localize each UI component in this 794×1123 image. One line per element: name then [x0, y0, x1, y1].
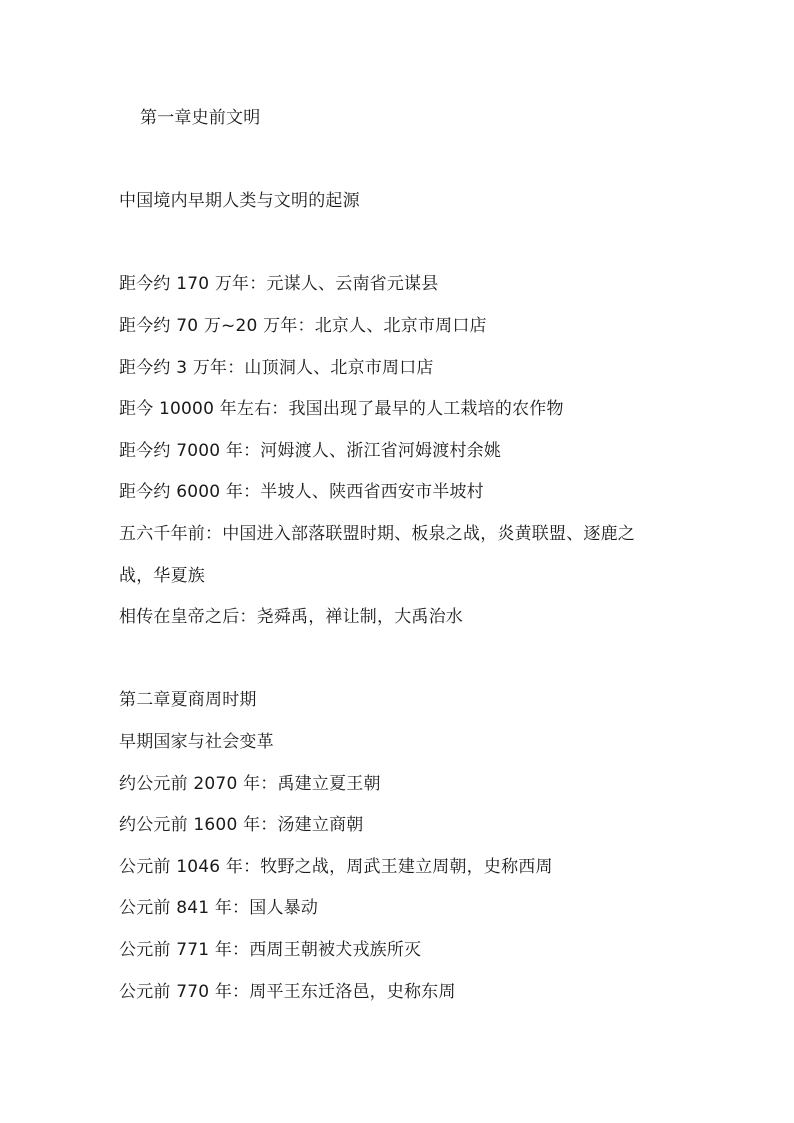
timeline-entry: 距今约 3 万年：山顶洞人、北京市周口店: [119, 358, 434, 378]
timeline-entry: 公元前 841 年：国人暴动: [119, 898, 319, 918]
timeline-entry: 相传在皇帝之后：尧舜禹，禅让制，大禹治水: [119, 607, 463, 627]
timeline-entry: 公元前 771 年：西周王朝被犬戎族所灭: [119, 940, 422, 960]
timeline-entry: 距今约 70 万~20 万年：北京人、北京市周口店: [119, 316, 487, 336]
timeline-entry: 五六千年前：中国进入部落联盟时期、板泉之战，炎黄联盟、逐鹿之: [119, 524, 635, 544]
timeline-entry: 距今 10000 年左右：我国出现了最早的人工栽培的农作物: [119, 399, 564, 419]
timeline-entry: 距今约 6000 年：半坡人、陕西省西安市半坡村: [119, 482, 484, 502]
timeline-entry: 公元前 770 年：周平王东迁洛邑，史称东周: [119, 982, 456, 1002]
section-2-heading: 早期国家与社会变革: [119, 732, 274, 752]
section-1-heading: 中国境内早期人类与文明的起源: [119, 191, 360, 211]
timeline-entry: 公元前 1046 年：牧野之战，周武王建立周朝，史称西周: [119, 857, 553, 877]
chapter-1-title: 第一章史前文明: [140, 108, 261, 128]
timeline-entry-continuation: 战，华夏族: [119, 566, 205, 586]
timeline-entry: 距今约 170 万年：元谋人、云南省元谋县: [119, 274, 439, 294]
chapter-2-title: 第二章夏商周时期: [119, 690, 257, 710]
timeline-entry: 约公元前 2070 年：禹建立夏王朝: [119, 774, 381, 794]
timeline-entry: 约公元前 1600 年：汤建立商朝: [119, 815, 364, 835]
timeline-entry: 距今约 7000 年：河姆渡人、浙江省河姆渡村余姚: [119, 441, 502, 461]
